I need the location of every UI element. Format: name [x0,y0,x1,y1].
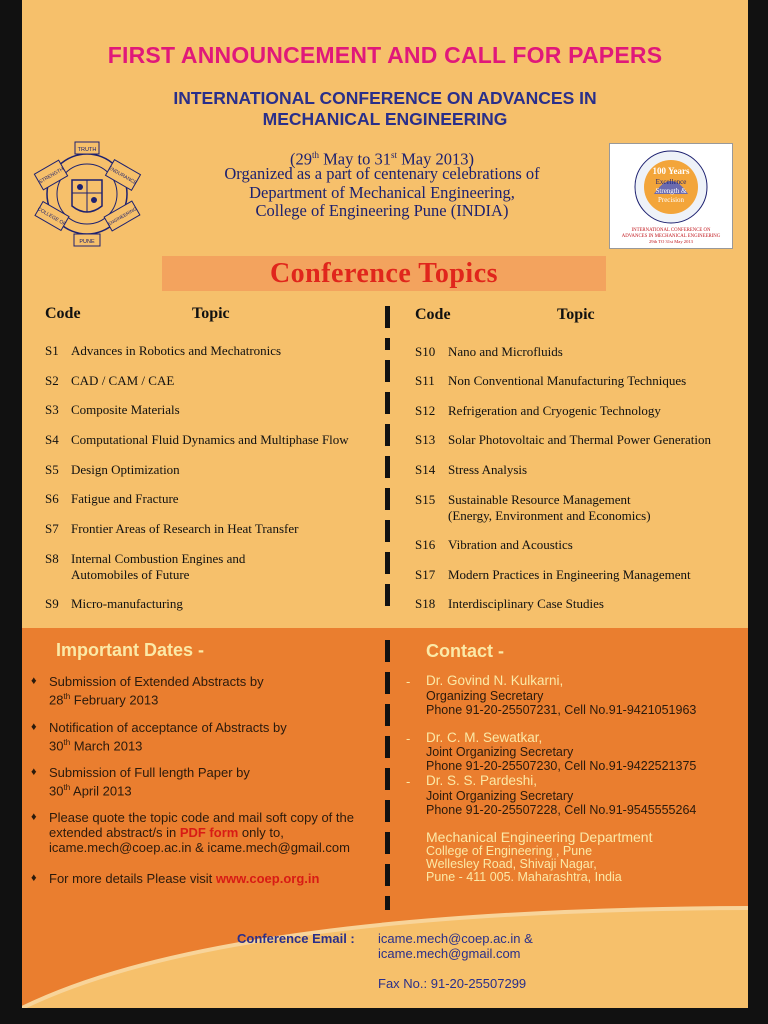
contact-dash: - [406,674,411,689]
divider-segment [385,704,390,726]
badge-line2: Excellence [655,178,687,186]
emblem-word-strength: STRENGTH [38,166,65,186]
contact-role: Organizing Secretary [426,689,544,703]
topic-item: S7 Frontier Areas of Research in Heat Transfer [45,521,299,536]
divider-segment [385,456,390,478]
topic-item: S15 Sustainable Resource Management (Energy, Environment and Economics) [415,492,651,523]
centenary-badge-logo [609,143,733,249]
contact-phone: Phone 91-20-25507230, Cell No.91-9422521375 [426,759,697,773]
department-name: Mechanical Engineering Department [426,829,653,845]
topic-item: S10 Nano and Microfluids [415,344,563,359]
diamond-bullet-icon: ♦ [31,721,37,733]
conference-email-label: Conference Email : [237,931,355,946]
topic-item: S11 Non Conventional Manufacturing Techniques [415,373,687,388]
topic-item: S6 Fatigue and Fracture [45,491,179,506]
pdf-form-highlight: PDF form [179,825,239,840]
diamond-bullet-icon: ♦ [31,675,37,687]
badge-caption-line3: 29th TO 31st May 2013 [649,239,693,244]
contact-dash: - [406,774,411,789]
topic-item: S4 Computational Fluid Dynamics and Multiphase Flow [45,432,349,447]
badge-line3: Strength & [655,187,687,195]
badge-caption-line1: INTERNATIONAL CONFERENCE ON [631,228,711,233]
left-topic-header: Topic [192,305,230,322]
organizer-line3: College of Engineering Pune (INDIA) [255,201,509,220]
divider-segment [385,864,390,886]
topic-item: S2 CAD / CAM / CAE [45,373,175,388]
address-line: Pune - 411 005. Maharashtra, India [426,870,622,884]
website-link[interactable]: www.coep.org.in [215,871,320,886]
submission-emails: icame.mech@coep.ac.in & icame.mech@gmail.com [49,840,350,855]
topic-item: S8 Internal Combustion Engines and Automobiles of Future [45,551,246,582]
emblem-word-pune: PUNE [79,239,95,245]
diamond-bullet-icon: ♦ [31,872,37,884]
topic-item: S14 Stress Analysis [415,462,528,477]
divider-segment [385,306,390,328]
announcement-heading: FIRST ANNOUNCEMENT AND CALL FOR PAPERS [107,42,663,68]
date-item: ♦ Submission of Extended Abstracts by 28th February 2013 [31,674,264,708]
conference-email-secondary[interactable]: icame.mech@gmail.com [378,946,521,961]
divider-segment [385,832,390,854]
topic-item: S16 Vibration and Acoustics [415,537,573,552]
important-dates-heading: Important Dates - [56,640,205,660]
emblem-word-college-of: COLLEGE OF [36,206,67,228]
divider-segment [385,424,390,446]
divider-segment [385,736,390,758]
topic-item: S13 Solar Photovoltaic and Thermal Power Generation [415,432,711,447]
contact-phone: Phone 91-20-25507231, Cell No.91-9421051963 [426,703,697,717]
topic-item: S3 Composite Materials [45,402,180,417]
topic-item: S18 Interdisciplinary Case Studies [415,596,604,611]
college-emblem-logo [32,138,142,250]
badge-line4: Precision [657,196,685,204]
emblem-word-endurance: ENDURANCE [107,165,138,187]
divider-segment [385,640,390,662]
divider-segment [385,338,390,350]
topics-heading: Conference Topics [269,258,499,289]
divider-segment [385,392,390,414]
contact-dash: - [406,731,411,746]
divider-segment [385,552,390,574]
submission-instructions: ♦ Please quote the topic code and mail soft copy of the extended abstract/s in PDF form only to, icame.mech@coep.ac.in & icame.mech@gmail.com [31,810,354,855]
divider-segment [385,584,390,606]
organizer-line2: Department of Mechanical Engineering, [249,183,515,202]
diamond-bullet-icon: ♦ [31,766,37,778]
left-code-header: Code [45,305,81,322]
conference-dates: (29th May to 31st May 2013) [290,149,474,169]
contact-name: Dr. S. S. Pardeshi, [426,773,538,788]
address-line: College of Engineering , Pune [426,844,593,858]
contact-name: Dr. C. M. Sewatkar, [426,730,543,745]
emblem-word-engineering: ENGINEERING [107,206,138,227]
conference-title-line1: INTERNATIONAL CONFERENCE ON ADVANCES IN [173,88,597,108]
date-item: ♦ Submission of Full length Paper by 30th April 2013 [31,765,250,799]
more-details: ♦ For more details Please visit www.coep.org.in [31,871,320,886]
topic-item: S12 Refrigeration and Cryogenic Technology [415,403,661,418]
badge-line1: 100 Years [652,166,690,176]
contact-name: Dr. Govind N. Kulkarni, [426,673,564,688]
organizer-line1: Organized as a part of centenary celebrations of [224,164,540,183]
divider-segment [385,768,390,790]
badge-caption-line2: ADVANCES IN MECHANICAL ENGINEERING [621,234,721,239]
contact-role: Joint Organizing Secretary [426,789,574,803]
contact-heading: Contact - [426,641,504,661]
fax-number: Fax No.: 91-20-25507299 [378,976,527,991]
divider-segment [385,488,390,510]
divider-segment [385,360,390,382]
diamond-bullet-icon: ♦ [31,811,37,823]
right-topic-header: Topic [557,306,595,323]
poster [22,0,748,1008]
divider-segment [385,800,390,822]
divider-segment [385,520,390,542]
conference-title-line2: MECHANICAL ENGINEERING [262,109,508,129]
topic-item: S1 Advances in Robotics and Mechatronics [45,343,282,358]
conference-email-primary[interactable]: icame.mech@coep.ac.in & [378,931,533,946]
topic-item: S5 Design Optimization [45,462,180,477]
divider-segment [385,672,390,694]
emblem-word-truth: TRUTH [77,147,97,153]
divider-segment [385,896,390,910]
address-line: Wellesley Road, Shivaji Nagar, [426,857,597,871]
topic-item: S17 Modern Practices in Engineering Management [415,567,691,582]
topic-item: S9 Micro-manufacturing [45,596,183,611]
contact-role: Joint Organizing Secretary [426,745,574,759]
contact-phone: Phone 91-20-25507228, Cell No.91-9545555264 [426,803,697,817]
date-item: ♦ Notification of acceptance of Abstracts by 30th March 2013 [31,720,287,754]
right-code-header: Code [415,306,451,323]
